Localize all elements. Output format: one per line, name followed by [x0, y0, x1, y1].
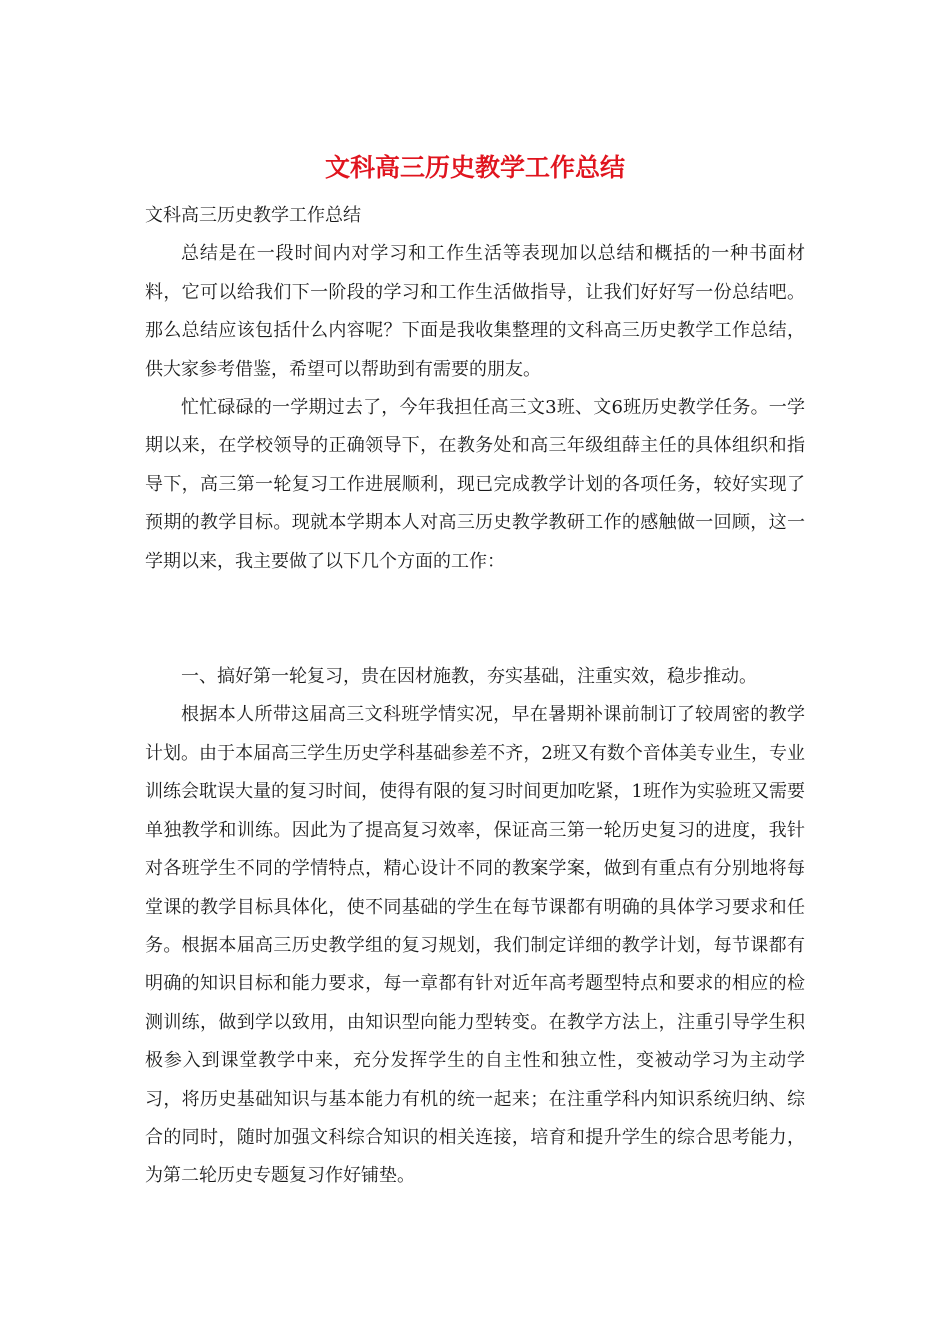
document-subtitle: 文科高三历史教学工作总结 — [145, 205, 361, 226]
document-body — [145, 197, 805, 1196]
overview-paragraph: 忙忙碌碌的一学期过去了，今年我担任高三文3班、文6班历史教学任务。一学期以来，在学校领导的正确领导下，在教务处和高三年级组薛主任的具体组织和指导下，高三第一轮复习工作进展顺利，现已完成教学计划的各项任务，较好实现了预期的教学目标。现就本学期本人对高三历史教学教研工作的感触做一回顾，这一学期以来，我主要做了以下几个方面的工作： — [145, 397, 805, 572]
section-paragraph: 根据本人所带这届高三文科班学情实况，早在暑期补课前制订了较周密的教学计划。由于本届高三学生历史学科基础参差不齐，2班又有数个音体美专业生，专业训练会耽误大量的复习时间，使得有限的复习时间更加吃紧，1班作为实验班又需要单独教学和训练。因此为了提高复习效率，保证高三第一轮历史复习的进度，我针对各班学生不同的学情特点，精心设计不同的教案学案，做到有重点有分别地将每堂课的教学目标具体化，使不同基础的学生在每节课都有明确的具体学习要求和任务。根据本届高三历史教学组的复习规划，我们制定详细的教学计划，每节课都有明确的知识目标和能力要求，每一章都有针对近年高考题型特点和要求的相应的检测训练，做到学以致用，由知识型向能力型转变。在教学方法上，注重引导学生积极参入到课堂教学中来，充分发挥学生的自主性和独立性，变被动学习为主动学习，将历史基础知识与基本能力有机的统一起来；在注重学科内知识系统归纳、综合的同时，随时加强文科综合知识的相关连接，培育和提升学生的综合思考能力，为第二轮历史专题复习作好铺垫。 — [145, 704, 805, 1187]
section-heading: 一、搞好第一轮复习，贵在因材施教，夯实基础，注重实效，稳步推动。 — [181, 666, 757, 688]
document-title: 文科高三历史教学工作总结 — [324, 153, 625, 182]
paragraph-gap — [145, 581, 805, 658]
intro-paragraph: 总结是在一段时间内对学习和工作生活等表现加以总结和概括的一种书面材料，它可以给我们下一阶段的学习和工作生活做指导，让我们好好写一份总结吧。那么总结应该包括什么内容呢？下面是我收集整理的文科高三历史教学工作总结，供大家参考借鉴，希望可以帮助到有需要的朋友。 — [145, 243, 805, 380]
